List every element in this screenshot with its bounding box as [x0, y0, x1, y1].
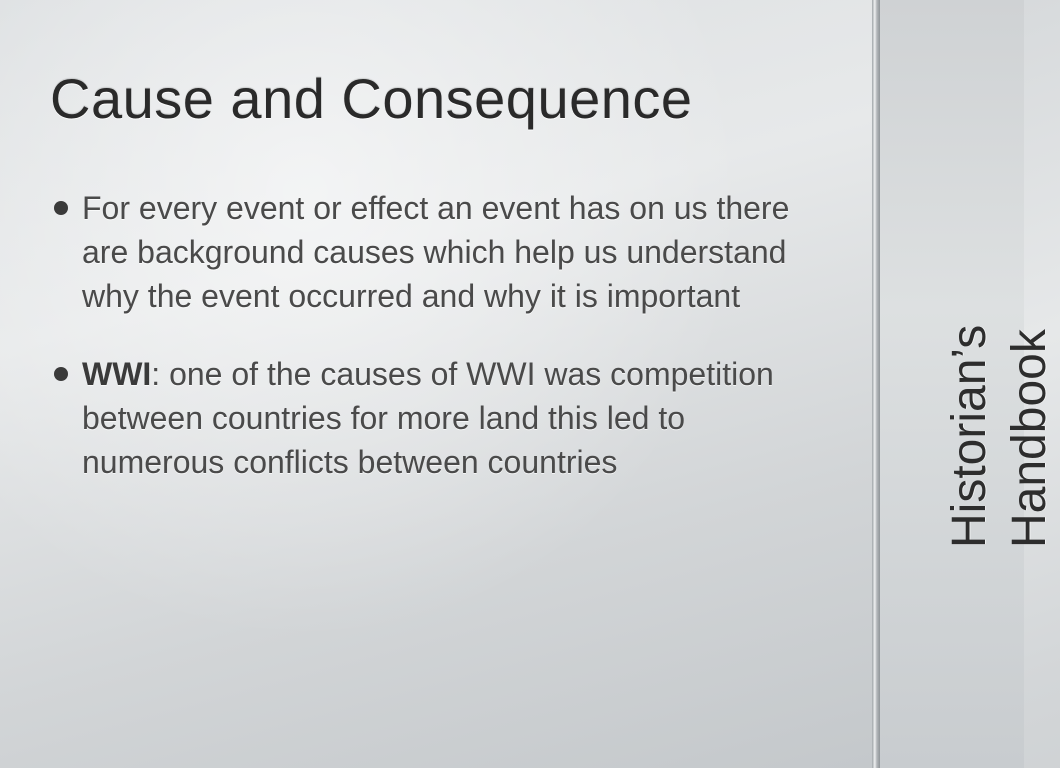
side-panel-title-line2: Handbook	[1003, 329, 1056, 548]
bullet-icon	[54, 367, 68, 381]
bullet-item	[50, 186, 825, 318]
bullet-item	[50, 352, 825, 484]
side-panel-title-line1: Historian’s	[943, 324, 996, 548]
bullet-text: : one of the causes of WWI was competition between countries for more land this led to numerous conflicts between countries	[82, 356, 774, 480]
side-panel	[880, 0, 1056, 768]
bullet-icon	[54, 201, 68, 215]
slide-title: Cause and Consequence	[50, 67, 693, 130]
bullet-list	[50, 186, 825, 518]
bullet-keyword: WWI	[82, 356, 152, 392]
side-panel-title	[940, 325, 1060, 548]
panel-divider	[872, 0, 880, 768]
bullet-text: For every event or effect an event has on us there are background causes which help us understand why the event occurred and why it is important	[82, 190, 790, 314]
